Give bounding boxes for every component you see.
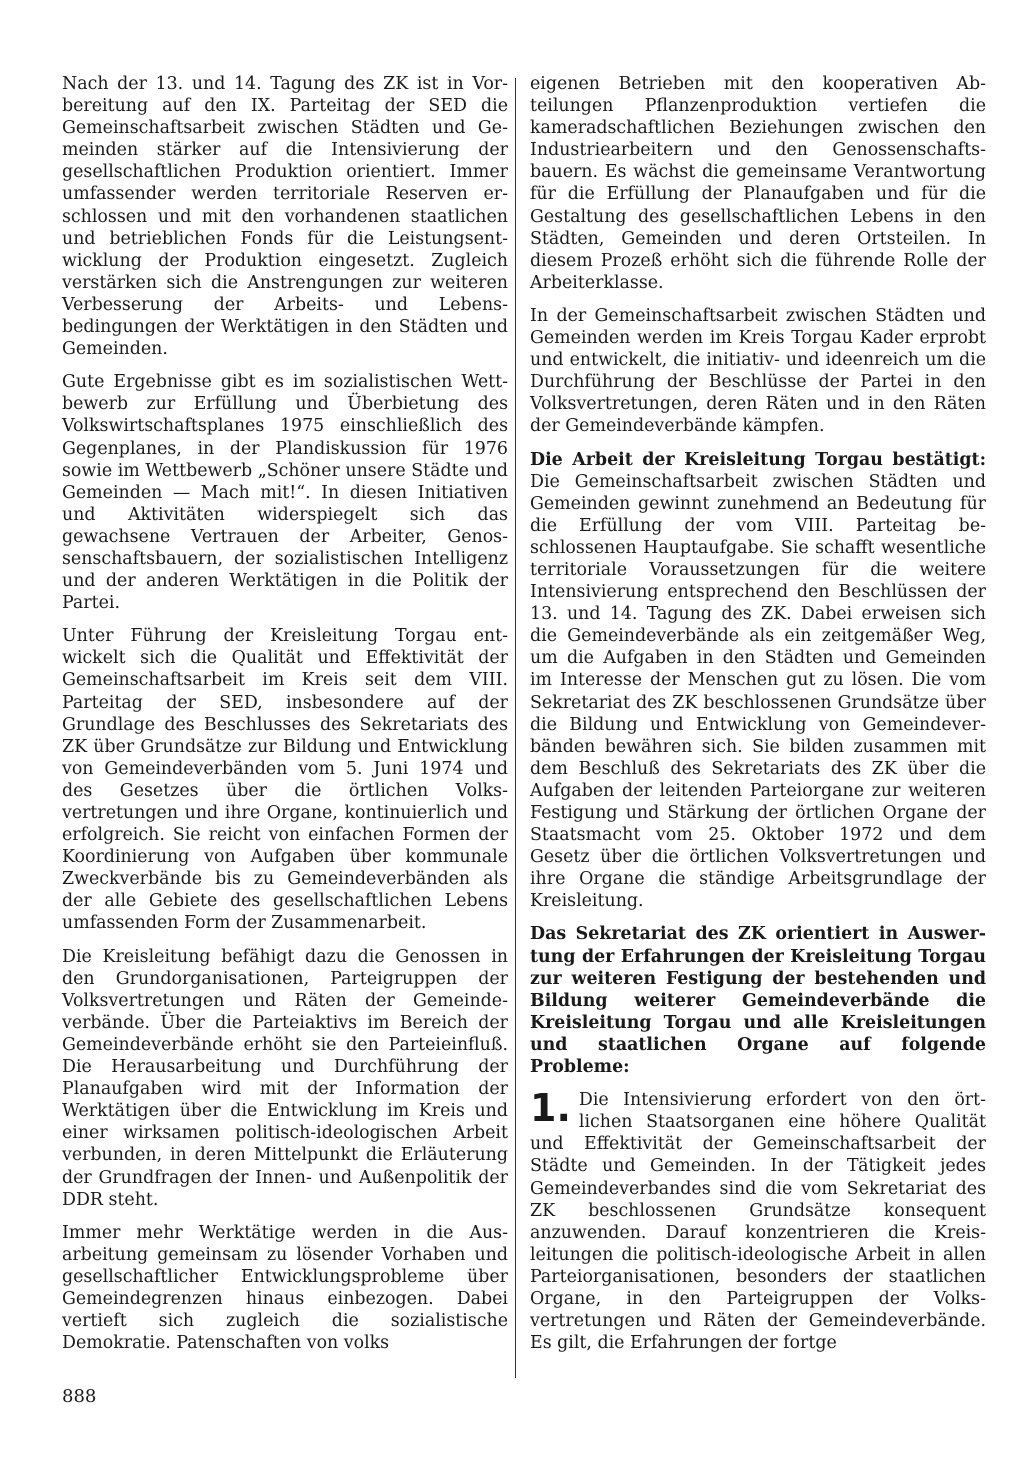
- right-column: [530, 73, 986, 1365]
- paragraph: Unter Führung der Kreisleitung Torgau entwickelt sich die Qualität und Effektivität der Gemeinschaftsarbeit im Kreis seit dem VIII. Parteitag der SED, insbesondere auf der Grundlage des Beschlusses des Sekretariats des ZK über Grundsätze zur Bildung und Entwicklung von Gemeindeverbänden vom 5. Juni 1974 und des Gesetzes über die örtlichen Volksvertretungen und ihre Organe, kontinuierlich und erfolgreich. Sie reicht von einfachen Formen der Koordinierung von Aufgaben über kommunale Zweckverbände bis zu Gemeindeverbänden als der alle Gebiete des gesellschaftlichen Lebens umfassenden Form der Zusammenarbeit.: [62, 626, 508, 934]
- section-heading: Die Arbeit der Kreisleitung Torgau bestätigt:: [530, 449, 986, 470]
- orientation-statement: Das Sekretariat des ZK orientiert in Auswertung der Erfahrungen der Kreisleitung Torgau zur weiteren Festigung der bestehenden und Bildung weiterer Gemeindeverbände die Kreisleitung Torgau und alle Kreisleitungen und staatlichen Organe auf folgende Probleme:: [530, 924, 986, 1078]
- column-divider: [515, 78, 516, 1378]
- point-number: 1.: [530, 1086, 571, 1131]
- point-text: Die Intensivierung erfordert von den örtlichen Staatsorganen eine höhere Qualität und Effektivität der Gemeinschaftsarbeit der Städte und Gemeinden. In der Tätigkeit jedes Gemeindeverbandes sind die vom Sekretariat des ZK beschlossenen Grundsätze konsequent anzuwenden. Darauf konzentrieren die Kreisleitungen die politisch-ideologische Arbeit in allen Parteiorganisationen, besonders der staatlichen Organe, in den Parteigruppen der Volksvertretungen und Räten der Gemeindeverbände. Es gilt, die Erfahrungen der fortge: [530, 1090, 986, 1354]
- paragraph: Immer mehr Werktätige werden in die Ausarbeitung gemeinsam zu lösender Vorhaben und gesellschaftlicher Entwicklungsprobleme über Gemeindegrenzen hinaus einbezogen. Dabei vertieft sich zugleich die sozialistische Demokratie. Patenschaften von volks: [62, 1222, 508, 1354]
- left-column: [62, 73, 508, 1354]
- paragraph: Die Kreisleitung befähigt dazu die Genossen in den Grundorganisationen, Parteigruppen der Volksvertretungen und Räten der Gemeindeverbände. Über die Parteiaktivs im Bereich der Gemeindeverbände erhöht sie den Parteieinfluß. Die Herausarbeitung und Durchführung der Planaufgaben wird mit der Information der Werktätigen über die Entwicklung im Kreis und einer wirksamen politisch-ideologischen Arbeit verbunden, in deren Mittelpunkt die Erläuterung der Grundfragen der Innen- und Außenpolitik der DDR steht.: [62, 946, 508, 1210]
- paragraph: Gute Ergebnisse gibt es im sozialistischen Wettbewerb zur Erfüllung und Überbietung des Volkswirtschaftsplanes 1975 einschließlich des Gegenplanes, in der Plandiskussion für 1976 sowie im Wettbewerb „Schöner unsere Städte und Gemeinden — Mach mit!“. In diesen Initiativen und Aktivitäten widerspiegelt sich das gewachsene Vertrauen der Arbeiter, Genossenschaftsbauern, der sozialistischen Intelligenz und der anderen Werktätigen in die Politik der Partei.: [62, 372, 508, 614]
- paragraph: Nach der 13. und 14. Tagung des ZK ist in Vorbereitung auf den IX. Parteitag der SED die Gemeinschaftsarbeit zwischen Städten und Gemeinden stärker auf die Intensivierung der gesellschaftlichen Produktion orientiert. Immer umfassender werden territoriale Reserven erschlossen und mit den vorhandenen staatlichen und betrieblichen Fonds für die Leistungsentwicklung der Produktion eingesetzt. Zugleich verstärken sich die Anstrengungen zur weiteren Verbesserung der Arbeits- und Lebensbedingungen der Werktätigen in den Städten und Gemeinden.: [62, 74, 508, 360]
- section-text: Die Gemeinschaftsarbeit zwischen Städten und Gemeinden gewinnt zunehmend an Bedeutung für die Erfüllung der vom VIII. Parteitag beschlossenen Hauptaufgabe. Sie schafft wesentliche territoriale Voraussetzungen für die weitere Intensivierung entsprechend den Beschlüssen der 13. und 14. Tagung des ZK. Dabei erweisen sich die Gemeindeverbände als ein zeitgemäßer Weg, um die Aufgaben in den Städten und Gemeinden im Interesse der Menschen gut zu lösen. Die vom Sekretariat des ZK beschlossenen Grundsätze über die Bildung und Entwicklung von Gemeindeverbänden bewähren sich. Sie bilden zusammen mit dem Beschluß des Sekretariats des ZK über die Aufgaben der leitenden Parteiorgane zur weiteren Festigung und Stärkung der örtlichen Organe der Staatsmacht vom 25. Oktober 1972 und dem Gesetz über die örtlichen Volksvertretungen und ihre Organe die ständige Arbeitsgrundlage der Kreisleitung.: [530, 471, 986, 912]
- page-number: 888: [62, 1386, 97, 1407]
- paragraph: In der Gemeinschaftsarbeit zwischen Städten und Gemeinden werden im Kreis Torgau Kader erprobt und entwickelt, die initiativ- und ideenreich um die Durchführung der Beschlüsse der Partei in den Volksvertretungen, deren Räten und in den Räten der Gemeindeverbände kämpfen.: [530, 305, 986, 437]
- paragraph: eigenen Betrieben mit den kooperativen Abteilungen Pflanzenproduktion vertiefen die kameradschaftlichen Beziehungen zwischen den Industriearbeitern und den Genossenschaftsbauern. Es wächst die gemeinsame Verantwortung für die Erfüllung der Planaufgaben und für die Gestaltung des gesellschaftlichen Lebens in den Städten, Gemeinden und deren Ortsteilen. In diesem Prozeß erhöht sich die führende Rolle der Arbeiterklasse.: [530, 74, 986, 293]
- numbered-point: [530, 1086, 986, 1354]
- confirmed-section: [530, 449, 986, 913]
